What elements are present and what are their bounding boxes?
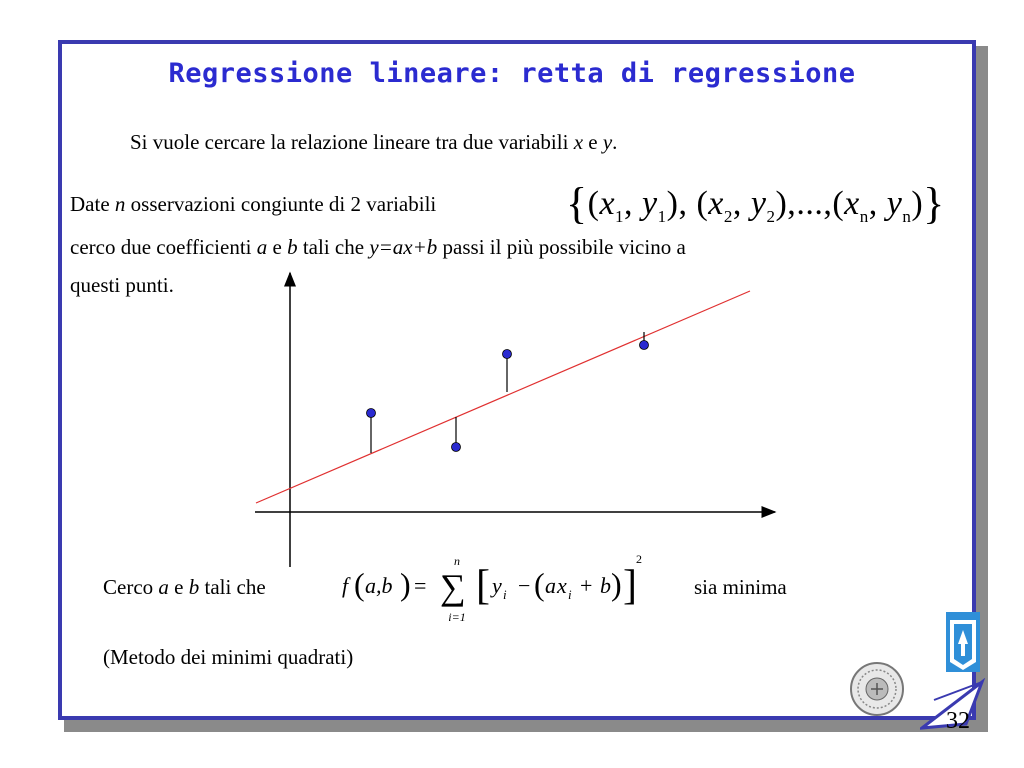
- line-equation: y=ax+b: [369, 235, 438, 259]
- svg-text:i=1: i=1: [448, 610, 466, 624]
- data-point: [640, 341, 649, 350]
- data-point: [452, 443, 461, 452]
- svg-text:y: y: [492, 573, 502, 598]
- intro-line: [130, 130, 617, 155]
- punti-line: questi punti.: [70, 273, 174, 297]
- svg-text:a,b: a,b: [365, 573, 393, 598]
- svg-text:(: (: [534, 566, 545, 602]
- seal-icon: [847, 661, 907, 717]
- svg-text:a: a: [545, 573, 556, 598]
- regression-plot: [250, 265, 790, 575]
- var-n: n: [114, 192, 126, 216]
- date-text-a: Date: [70, 192, 110, 216]
- regression-line: [256, 291, 750, 503]
- slide-title: Regressione lineare: retta di regressione: [168, 58, 856, 89]
- svg-text:f: f: [342, 573, 349, 598]
- var-x: x: [573, 130, 584, 154]
- svg-text:[: [: [476, 563, 490, 609]
- svg-text:+: +: [580, 573, 593, 598]
- svg-text:): ): [611, 566, 622, 602]
- observation-set: {($x_1$, $y_1$), ($x_2$, $y_2),...,(x_n$, $y_n$)}: [566, 179, 945, 228]
- data-point: [503, 350, 512, 359]
- svg-text:(: (: [354, 566, 365, 602]
- date-line: [70, 192, 436, 217]
- date-text-b: osservazioni congiunte di 2 variabili: [130, 192, 437, 216]
- svg-text:i: i: [503, 587, 507, 602]
- svg-text:n: n: [454, 554, 460, 568]
- intro-end: .: [612, 130, 618, 154]
- svg-text:=: =: [414, 573, 427, 598]
- page-number: 32: [946, 708, 970, 734]
- cerco-minimum-text: Cerco a e b tali che: [103, 575, 266, 599]
- sia-minima-text: sia minima: [694, 575, 787, 599]
- var-a: a: [256, 235, 268, 259]
- least-squares-formula: [340, 553, 660, 625]
- svg-text:): ): [400, 566, 411, 602]
- svg-text:]: ]: [623, 563, 637, 609]
- var-b: b: [287, 235, 298, 259]
- intro-text: Si vuole cercare la relazione lineare tra due variabili: [130, 130, 569, 154]
- svg-text:−: −: [518, 573, 531, 598]
- intro-conj: e: [588, 130, 598, 154]
- cerco-line: cerco due coefficienti a e b tali che y=ax+b passi il più possibile vicino a: [70, 235, 686, 259]
- data-point: [367, 409, 376, 418]
- metodo-text: (Metodo dei minimi quadrati): [103, 645, 354, 669]
- svg-text:b: b: [600, 573, 611, 598]
- svg-text:∑: ∑: [440, 567, 466, 607]
- svg-text:i: i: [568, 587, 572, 602]
- university-logo-icon: [946, 612, 980, 672]
- svg-text:2: 2: [636, 553, 642, 566]
- var-y: y: [602, 130, 613, 154]
- svg-text:x: x: [557, 573, 567, 598]
